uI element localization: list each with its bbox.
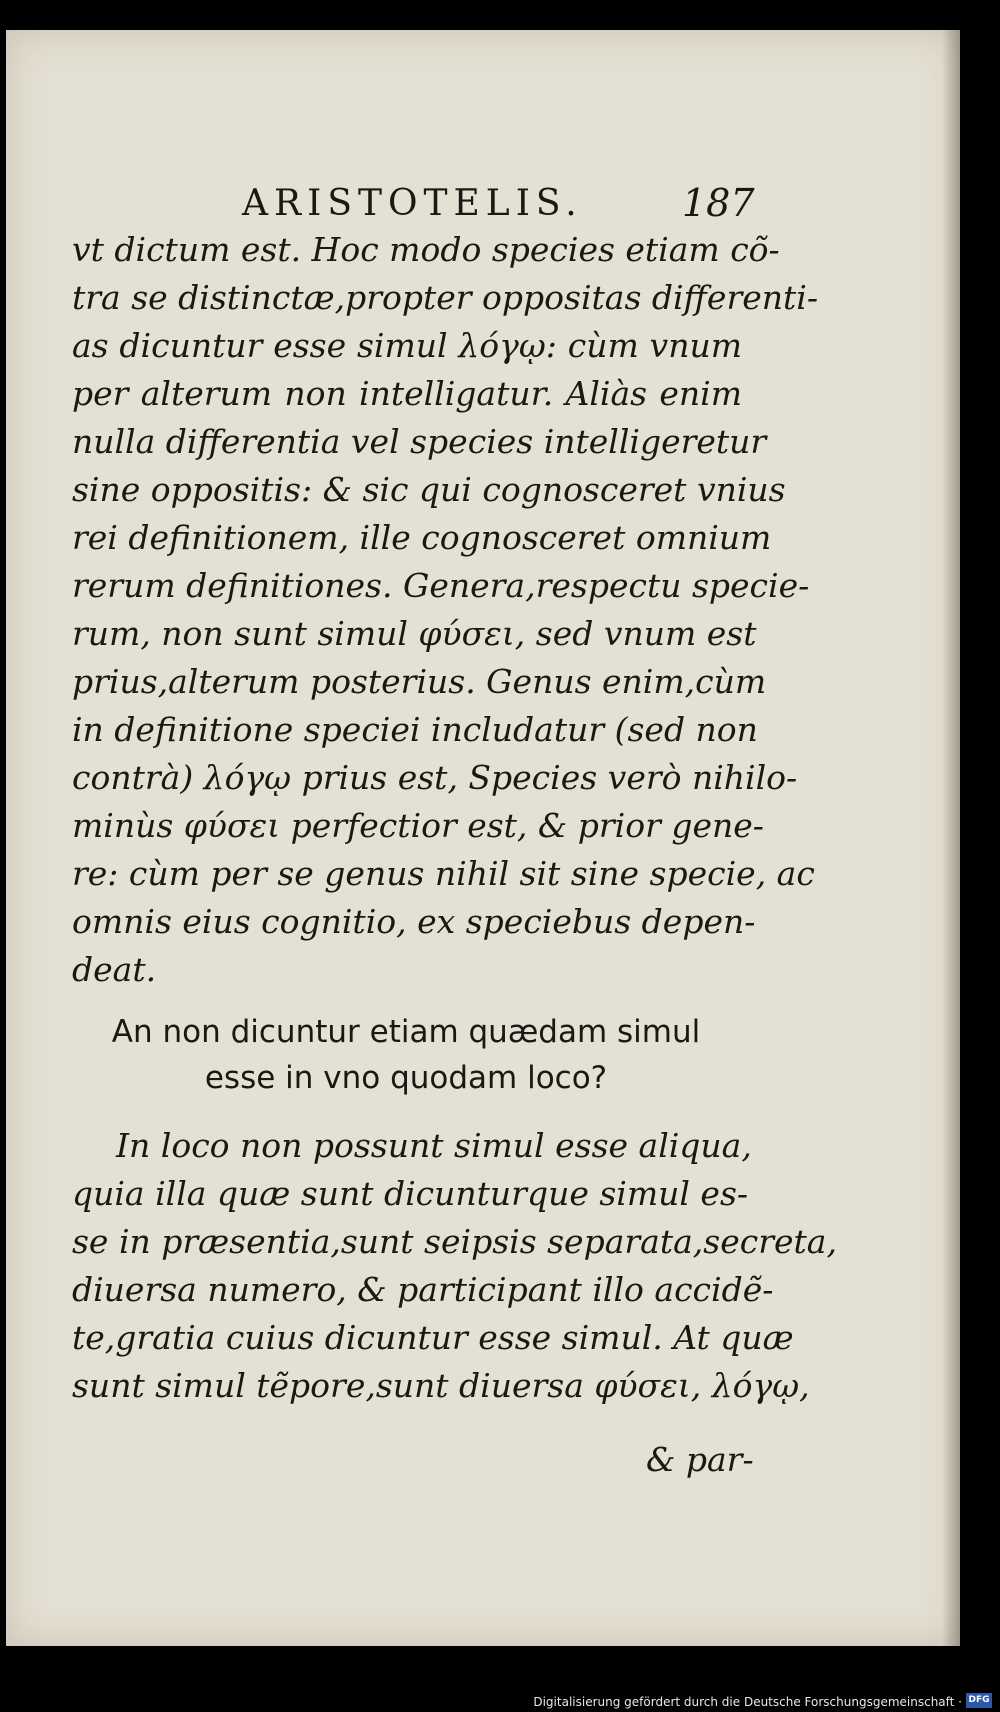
book-page xyxy=(6,30,960,1646)
text-line: sunt simul tẽpore,sunt diuersa φύσει, λόγῳ, xyxy=(72,1366,810,1405)
catchword: & par- xyxy=(646,1440,754,1479)
text-line: omnis eius cognitio, ex speciebus depen- xyxy=(72,902,756,941)
running-title: ARISTOTELIS. xyxy=(242,183,583,224)
text-line: tra se distinctæ,propter oppositas differenti- xyxy=(72,278,818,317)
text-line: se in præsentia,sunt seipsis separata,secreta, xyxy=(72,1222,837,1261)
footer-bar xyxy=(0,1688,1000,1712)
text-line: quia illa quæ sunt dicunturque simul es- xyxy=(72,1174,749,1213)
text-line: sine oppositis: & sic qui cognosceret vnius xyxy=(72,470,786,509)
text-line: In loco non possunt simul esse aliqua, xyxy=(116,1126,752,1165)
text-line: vt dictum est. Hoc modo species etiam cõ- xyxy=(72,230,780,269)
text-line: rerum definitiones. Genera,respectu specie- xyxy=(72,566,810,605)
section-heading: esse in vno quodam loco? xyxy=(204,1060,608,1096)
text-line: in definitione speciei includatur (sed non xyxy=(72,710,758,749)
body-text xyxy=(6,30,960,1646)
text-line: per alterum non intelligatur. Aliàs enim xyxy=(72,374,742,413)
text-line: as dicuntur esse simul λόγῳ: cùm vnum xyxy=(72,326,742,365)
text-line: deat. xyxy=(72,950,157,989)
funding-notice: Digitalisierung gefördert durch die Deutsche Forschungsgemeinschaft · xyxy=(533,1695,962,1709)
text-line: re: cùm per se genus nihil sit sine specie, ac xyxy=(72,854,815,893)
dfg-logo: DFG xyxy=(966,1693,992,1708)
text-line: nulla differentia vel species intelligeretur xyxy=(72,422,767,461)
text-line: rei definitionem, ille cognosceret omnium xyxy=(72,518,772,557)
text-line: prius,alterum posterius. Genus enim,cùm xyxy=(72,662,767,701)
text-line: rum, non sunt simul φύσει, sed vnum est xyxy=(72,614,757,653)
section-heading: An non dicuntur etiam quædam simul xyxy=(111,1014,701,1050)
text-line: te,gratia cuius dicuntur esse simul. At quæ xyxy=(72,1318,794,1357)
text-line: diuersa numero, & participant illo accidẽ- xyxy=(72,1270,774,1309)
page-number: 187 xyxy=(682,181,755,225)
text-line: contrà) λόγῳ prius est, Species verò nihilo- xyxy=(72,758,798,797)
text-line: minùs φύσει perfectior est, & prior gene- xyxy=(72,806,764,845)
